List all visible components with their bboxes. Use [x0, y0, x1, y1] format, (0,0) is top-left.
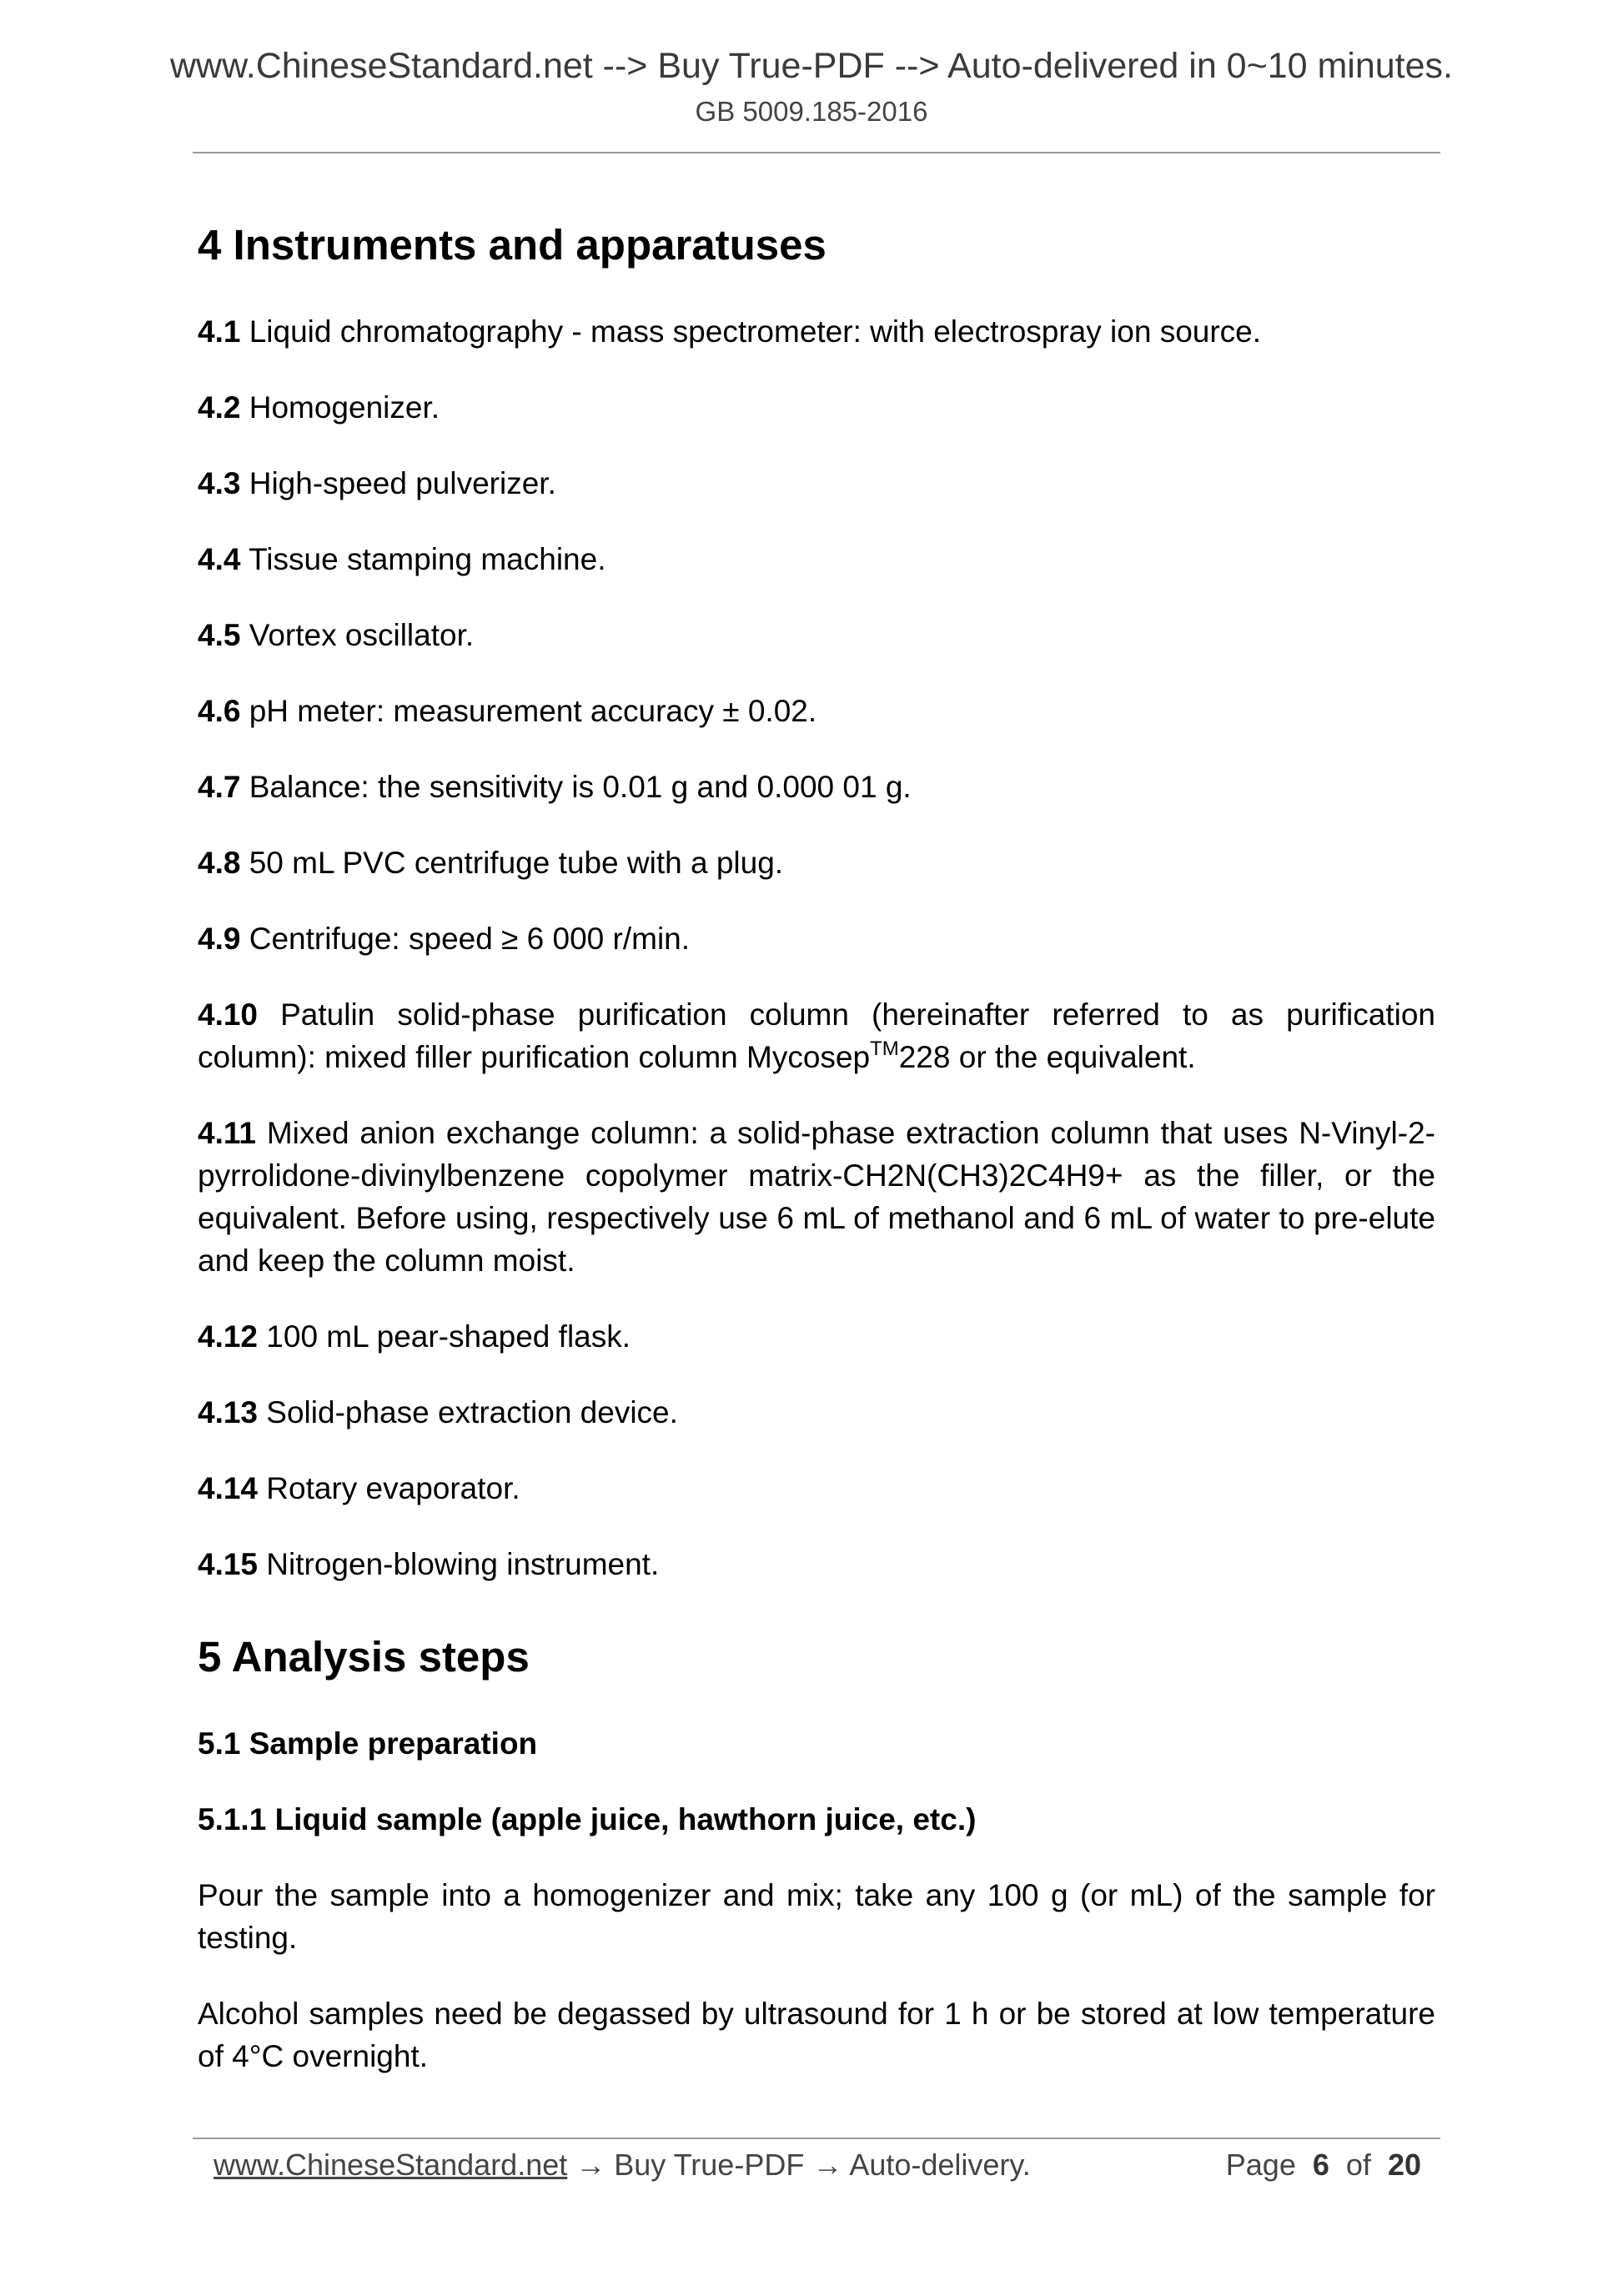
item-4-12 — [198, 1315, 1435, 1358]
item-text: Centrifuge: speed ≥ 6 000 r/min. — [249, 922, 691, 956]
item-text: 100 mL pear-shaped flask. — [266, 1319, 631, 1354]
item-text: Nitrogen-blowing instrument. — [266, 1547, 660, 1581]
item-number: 4.6 — [198, 694, 241, 728]
item-number: 4.8 — [198, 846, 241, 880]
item-4-3 — [198, 462, 1435, 505]
footer-left — [214, 2143, 1031, 2187]
item-number: 4.7 — [198, 770, 241, 804]
item-4-14 — [198, 1467, 1435, 1510]
document-body — [198, 219, 1435, 2111]
header-doc-id: GB 5009.185-2016 — [695, 96, 928, 127]
item-text: High-speed pulverizer. — [249, 466, 556, 500]
section-5-heading: 5 Analysis steps — [198, 1633, 530, 1681]
item-text: Liquid chromatography - mass spectrometer: with electrospray ion source. — [249, 314, 1262, 349]
total-pages: 20 — [1387, 2148, 1421, 2182]
paragraph-liquid-sample: Pour the sample into a homogenizer and mix; take any 100 g (or mL) of the sample for testing. — [198, 1878, 1435, 1955]
item-number: 4.11 — [198, 1116, 256, 1150]
item-text: Tissue stamping machine. — [249, 542, 606, 576]
item-4-11 — [198, 1112, 1435, 1282]
item-4-9 — [198, 917, 1435, 960]
item-number: 4.9 — [198, 922, 241, 956]
item-number: 4.4 — [198, 542, 241, 576]
item-4-7 — [198, 766, 1435, 808]
item-4-2 — [198, 386, 1435, 429]
footer-tagline: → Buy True-PDF → Auto-delivery. — [567, 2148, 1031, 2182]
page-number — [1226, 2143, 1421, 2187]
of-label: of — [1345, 2148, 1371, 2182]
subsection-5-1-1-heading: 5.1.1 Liquid sample (apple juice, hawthorn juice, etc.) — [198, 1802, 977, 1836]
subsection-5-1-heading: 5.1 Sample preparation — [198, 1726, 538, 1761]
item-text: pH meter: measurement accuracy ± 0.02. — [249, 694, 817, 728]
item-text: Rotary evaporator. — [266, 1471, 520, 1505]
item-number: 4.13 — [198, 1395, 259, 1429]
current-page: 6 — [1312, 2148, 1329, 2182]
page-label: Page — [1225, 2148, 1296, 2182]
item-number: 4.15 — [198, 1547, 259, 1581]
item-4-8 — [198, 842, 1435, 884]
footer-site-link[interactable]: www.ChineseStandard.net — [214, 2148, 568, 2182]
item-number: 4.2 — [198, 390, 241, 425]
item-4-6 — [198, 690, 1435, 732]
item-text: Solid-phase extraction device. — [266, 1395, 678, 1429]
item-4-5 — [198, 614, 1435, 656]
item-number: 4.12 — [198, 1319, 259, 1354]
item-text: 50 mL PVC centrifuge tube with a plug. — [249, 846, 784, 880]
footer-divider — [193, 2138, 1440, 2139]
item-text-continued: 228 or the equivalent. — [898, 1040, 1196, 1074]
item-text: Patulin solid-phase purification column (hereinafter referred to as purification column): mixed filler purification column Mycosep — [198, 997, 1435, 1074]
item-4-13 — [198, 1391, 1435, 1434]
item-number: 4.3 — [198, 466, 241, 500]
page-header — [0, 43, 1623, 130]
item-number: 4.14 — [198, 1471, 259, 1505]
paragraph-alcohol-samples: Alcohol samples need be degassed by ultrasound for 1 h or be stored at low temperature of 4°C overnight. — [198, 1997, 1435, 2073]
item-number: 4.1 — [198, 314, 241, 349]
item-text: Balance: the sensitivity is 0.01 g and 0.000 01 g. — [249, 770, 912, 804]
item-4-15 — [198, 1543, 1435, 1585]
item-4-4 — [198, 538, 1435, 580]
header-divider — [193, 152, 1440, 153]
item-4-10 — [198, 993, 1435, 1078]
item-number: 4.10 — [198, 997, 259, 1032]
item-text: Vortex oscillator. — [249, 618, 475, 652]
header-banner: www.ChineseStandard.net --> Buy True-PDF --> Auto-delivered in 0~10 minutes. — [169, 46, 1453, 86]
item-number: 4.5 — [198, 618, 241, 652]
item-text: Mixed anion exchange column: a solid-phase extraction column that uses N-Vinyl-2-pyrrolidone-divinylbenzene copolymer matrix-CH2N(CH3)2C4H9+ as the filler, or the equivalent. Before using, respectively use 6 mL of methanol and 6 mL of water to pre-elute and keep the column moist. — [198, 1116, 1435, 1278]
item-text: Homogenizer. — [249, 390, 440, 425]
item-4-1 — [198, 310, 1435, 353]
trademark-superscript: TM — [870, 1037, 899, 1060]
section-4-heading: 4 Instruments and apparatuses — [198, 221, 827, 269]
